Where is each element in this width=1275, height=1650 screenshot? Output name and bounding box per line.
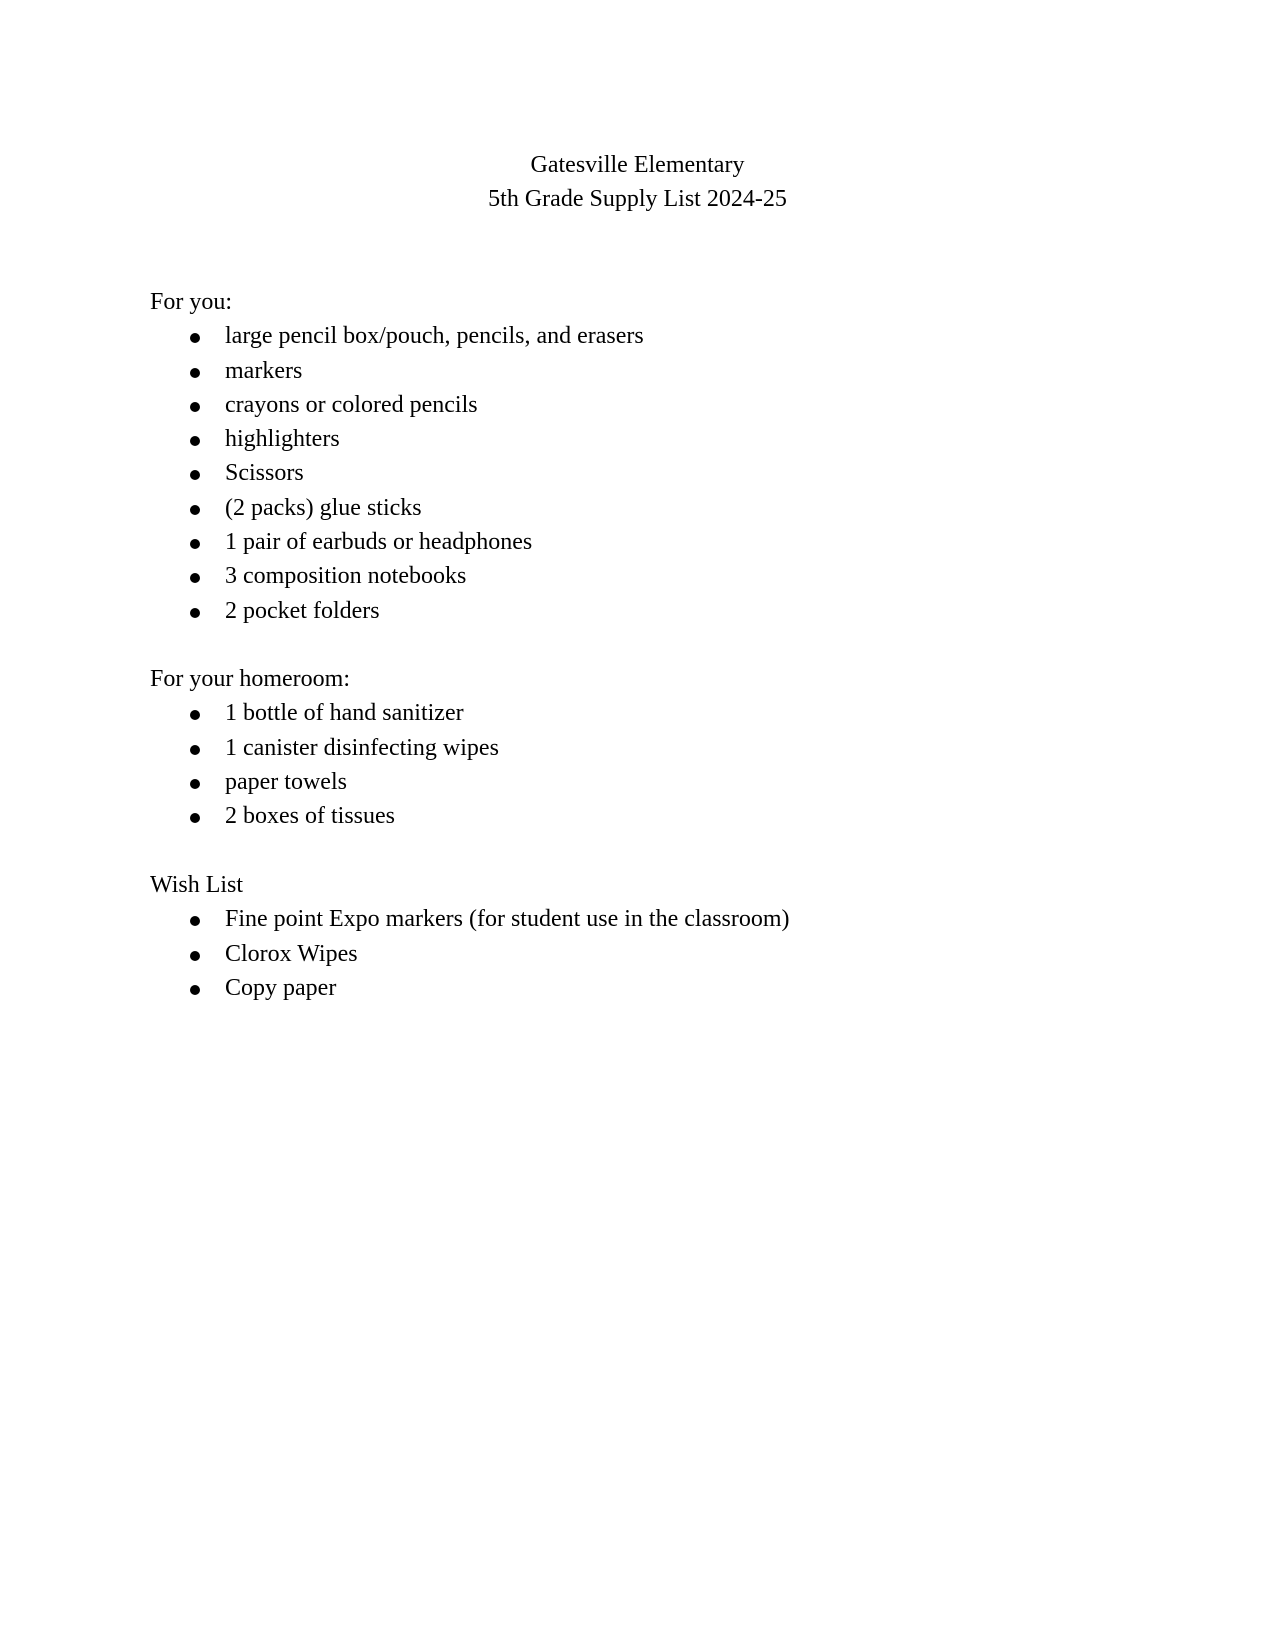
bullet-icon: [190, 402, 200, 412]
bullet-icon: [190, 710, 200, 720]
list-item: [150, 559, 1150, 593]
bullet-icon: [190, 813, 200, 823]
list-item: [150, 319, 1150, 353]
section-wish-list: [150, 868, 1150, 1005]
bullet-icon: [190, 985, 200, 995]
list-item: [150, 971, 1150, 1005]
document-subtitle: 5th Grade Supply List 2024-25: [488, 186, 787, 212]
list-item-text: (2 packs) glue sticks: [225, 494, 422, 521]
list-item-text: Scissors: [225, 460, 304, 487]
list-item-text: 3 composition notebooks: [225, 563, 467, 590]
list-item-text: Clorox Wipes: [225, 940, 358, 967]
supply-list: [150, 696, 1150, 833]
section-heading: Wish List: [150, 872, 244, 898]
list-item-text: 1 pair of earbuds or headphones: [225, 529, 533, 556]
list-item: [150, 388, 1150, 422]
list-item-text: Copy paper: [225, 974, 337, 1001]
list-item: [150, 594, 1150, 628]
bullet-icon: [190, 333, 200, 343]
section-for-you: [150, 285, 1150, 628]
supply-list: [150, 902, 1150, 1005]
list-item-text: 2 pocket folders: [225, 597, 380, 624]
list-item: [150, 731, 1150, 765]
title-block: [0, 148, 1275, 216]
list-item-text: markers: [225, 357, 303, 384]
list-item-text: 1 canister disinfecting wipes: [225, 734, 499, 761]
supply-list: [150, 319, 1150, 628]
bullet-icon: [190, 608, 200, 618]
bullet-icon: [190, 505, 200, 515]
list-item: [150, 354, 1150, 388]
list-item-text: 1 bottle of hand sanitizer: [225, 700, 464, 727]
bullet-icon: [190, 573, 200, 583]
list-item: [150, 799, 1150, 833]
bullet-icon: [190, 916, 200, 926]
list-item: [150, 456, 1150, 490]
list-item: [150, 491, 1150, 525]
list-item-text: paper towels: [225, 768, 347, 795]
list-item-text: 2 boxes of tissues: [225, 803, 395, 830]
list-item-text: crayons or colored pencils: [225, 391, 478, 418]
bullet-icon: [190, 779, 200, 789]
list-item-text: Fine point Expo markers (for student use in the classroom): [225, 906, 790, 933]
list-item: [150, 765, 1150, 799]
list-item: [150, 902, 1150, 936]
section-heading: For you:: [150, 289, 233, 315]
bullet-icon: [190, 436, 200, 446]
bullet-icon: [190, 368, 200, 378]
bullet-icon: [190, 745, 200, 755]
list-item: [150, 937, 1150, 971]
school-name: Gatesville Elementary: [530, 152, 745, 178]
section-heading: For your homeroom:: [150, 666, 350, 692]
bullet-icon: [190, 470, 200, 480]
section-homeroom: [150, 662, 1150, 833]
list-item: [150, 696, 1150, 730]
bullet-icon: [190, 539, 200, 549]
list-item-text: large pencil box/pouch, pencils, and erasers: [225, 323, 644, 350]
list-item: [150, 525, 1150, 559]
bullet-icon: [190, 951, 200, 961]
list-item: [150, 422, 1150, 456]
list-item-text: highlighters: [225, 426, 340, 453]
